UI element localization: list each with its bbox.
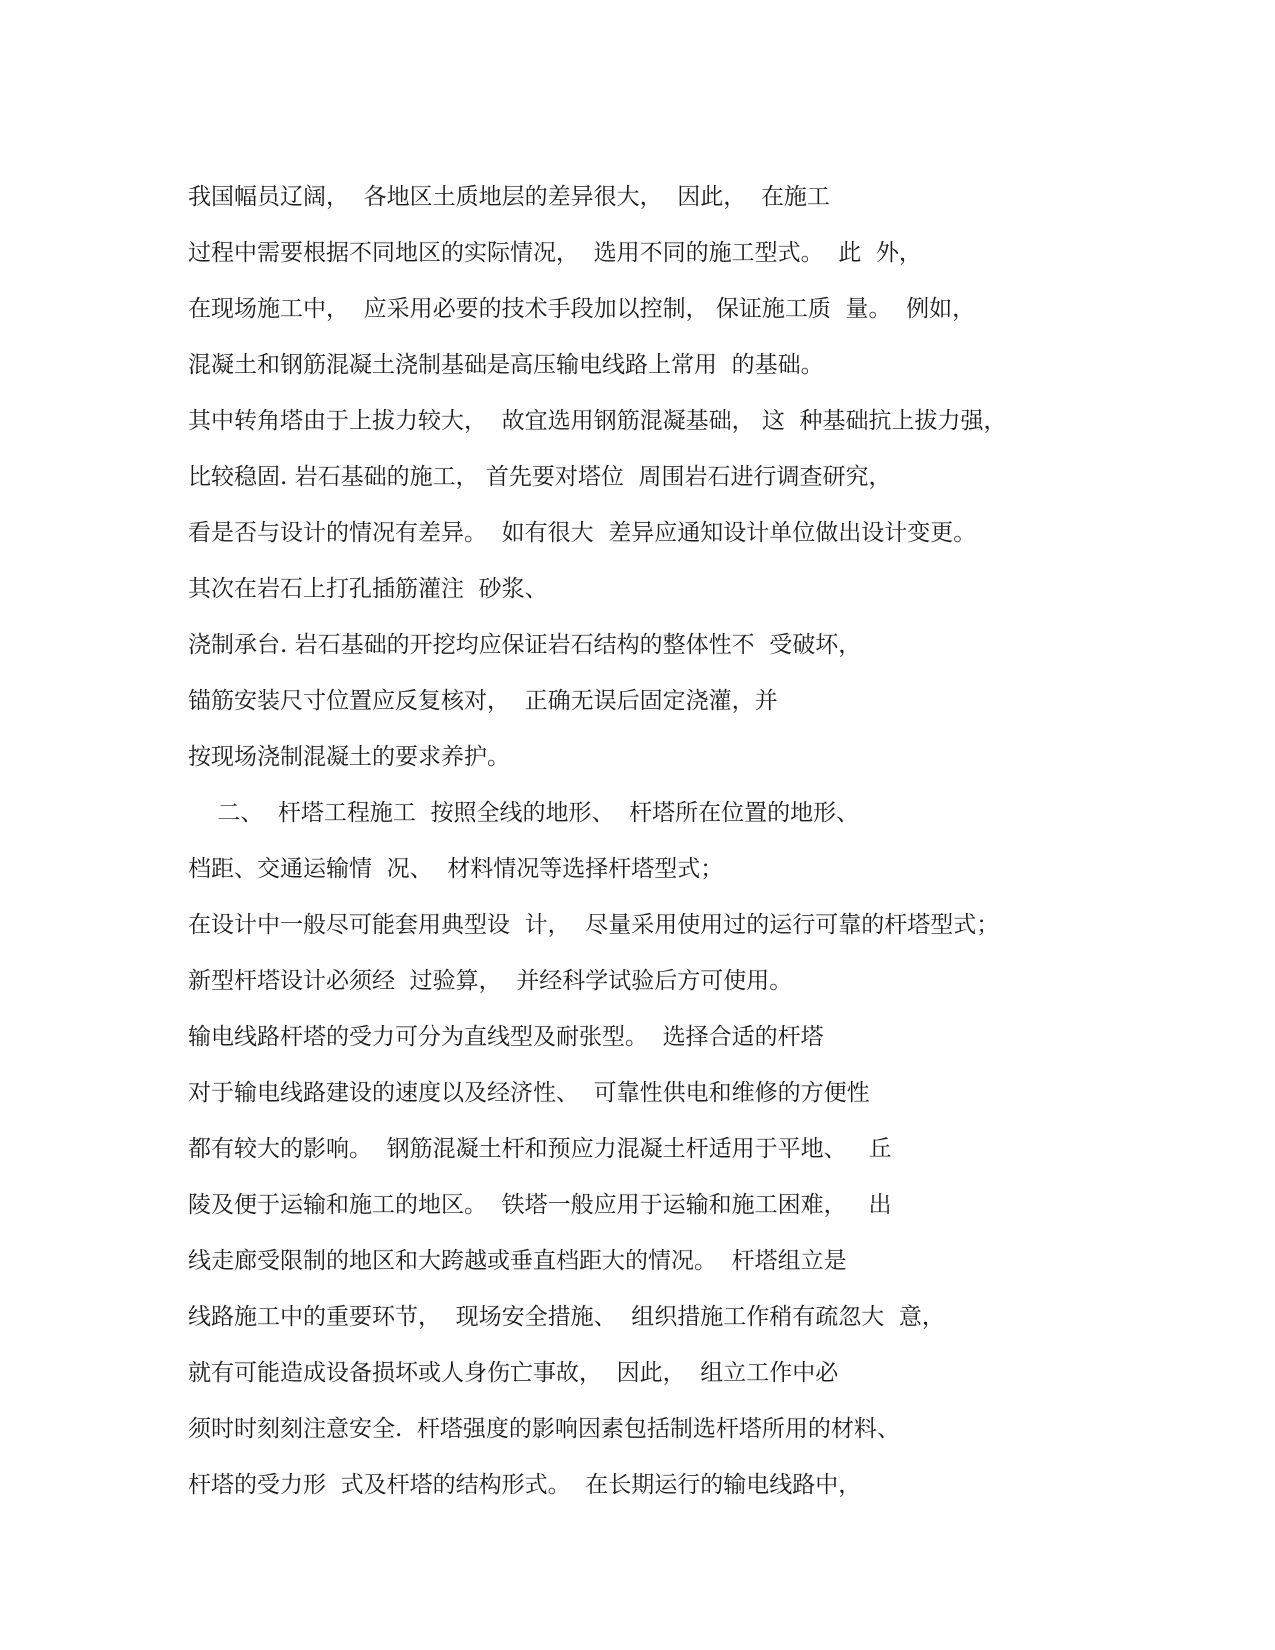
text-line: 在现场施工中， 应采用必要的技术手段加以控制， 保证施工质 量。 例如， [188, 296, 976, 322]
text-line: 按现场浇制混凝土的要求养护。 [188, 744, 510, 770]
text-line: 过程中需要根据不同地区的实际情况， 选用不同的施工型式。 此 外， [188, 240, 922, 266]
text-line: 其次在岩石上打孔插筋灌注 砂浆、 [188, 576, 548, 602]
body-text [188, 169, 1068, 1513]
text-line: 都有较大的影响。 钢筋混凝土杆和预应力混凝土杆适用于平地、 丘 [188, 1136, 892, 1162]
text-line: 对于输电线路建设的速度以及经济性、 可靠性供电和维修的方便性 [188, 1080, 870, 1106]
text-line: 锚筋安装尺寸位置应反复核对， 正确无误后固定浇灌，并 [188, 688, 778, 714]
text-line: 输电线路杆塔的受力可分为直线型及耐张型。 选择合适的杆塔 [188, 1024, 824, 1050]
text-line: 混凝土和钢筋混凝土浇制基础是高压输电线路上常用 的基础。 [188, 352, 824, 378]
text-line: 在设计中一般尽可能套用典型设 计， 尽量采用使用过的运行可靠的杆塔型式； [188, 912, 1000, 938]
text-line: 浇制承台. 岩石基础的开挖均应保证岩石结构的整体性不 受破坏， [188, 632, 862, 658]
text-line: 线路施工中的重要环节， 现场安全措施、 组织措施工作稍有疏忽大 意， [188, 1304, 945, 1330]
text-line: 其中转角塔由于上拔力较大， 故宜选用钢筋混凝基础， 这 种基础抗上拔力强， [188, 408, 1007, 434]
text-line: 陵及便于运输和施工的地区。 铁塔一般应用于运输和施工困难， 出 [188, 1192, 892, 1218]
text-line: 须时时刻刻注意安全. 杆塔强度的影响因素包括制选杆塔所用的材料、 [188, 1416, 900, 1442]
text-line: 就有可能造成设备损坏或人身伤亡事故， 因此， 组立工作中必 [188, 1360, 839, 1386]
text-line: 新型杆塔设计必须经 过验算， 并经科学试验后方可使用。 [188, 968, 793, 994]
text-line: 看是否与设计的情况有差异。 如有很大 差异应通知设计单位做出设计变更。 [188, 520, 977, 546]
text-line: 杆塔的受力形 式及杆塔的结构形式。 在长期运行的输电线路中， [188, 1472, 862, 1498]
text-line: 档距、交通运输情 况、 材料情况等选择杆塔型式； [188, 856, 724, 882]
text-line: 线走廊受限制的地区和大跨越或垂直档距大的情况。 杆塔组立是 [188, 1248, 847, 1274]
text-line: 我国幅员辽阔， 各地区土质地层的差异很大， 因此， 在施工 [188, 184, 830, 210]
text-line: 二、 杆塔工程施工 按照全线的地形、 杆塔所在位置的地形、 [188, 800, 860, 826]
text-line: 比较稳固. 岩石基础的施工， 首先要对塔位 周围岩石进行调查研究， [188, 464, 892, 490]
